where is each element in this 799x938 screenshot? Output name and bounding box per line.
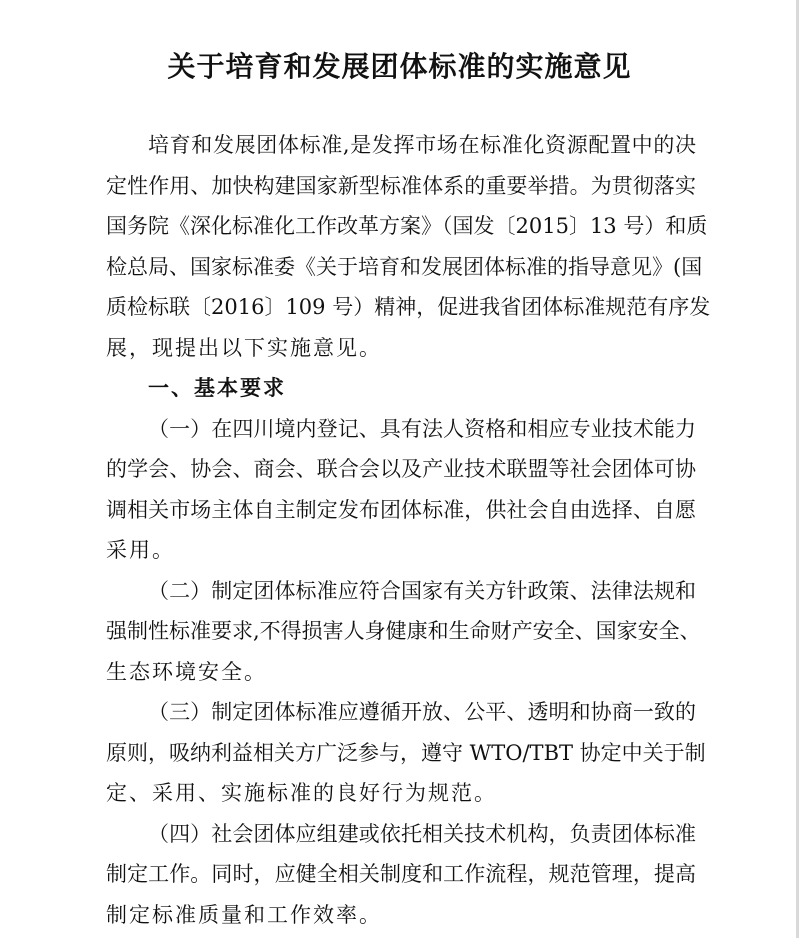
document-title: 关于培育和发展团体标准的实施意见	[167, 50, 632, 83]
paragraph-line: 制定标准质量和工作效率。	[106, 903, 382, 927]
paragraph-line: 培育和发展团体标准,是发挥市场在标准化资源配置中的决	[148, 133, 696, 157]
paragraph-line: （三）制定团体标准应遵循开放、公平、透明和协商一致的	[148, 700, 696, 724]
paragraph-line: （四）社会团体应组建或依托相关技术机构，负责团体标准	[148, 822, 696, 846]
paragraph-line: （二）制定团体标准应符合国家有关方针政策、法律法规和	[148, 579, 696, 603]
paragraph-line: 的学会、协会、商会、联合会以及产业技术联盟等社会团体可协	[106, 457, 696, 481]
paragraph-line: 原则，吸纳利益相关方广泛参与，遵守 WTO/TBT 协定中关于制	[106, 741, 706, 765]
paragraph-line: 调相关市场主体自主制定发布团体标准，供社会自由选择、自愿	[106, 498, 696, 522]
paragraph-line: 采用。	[106, 538, 175, 562]
paragraph-line: 检总局、国家标准委《关于培育和发展团体标准的指导意见》(国	[106, 255, 703, 279]
paragraph-line: 生态环境安全。	[106, 660, 267, 684]
paragraph-line: 制定工作。同时，应健全相关制度和工作流程，规范管理，提高	[106, 862, 696, 886]
paragraph-line: 强制性标准要求,不得损害人身健康和生命财产安全、国家安全、	[106, 619, 701, 643]
paragraph-line: 国务院《深化标准化工作改革方案》（国发〔2015〕13 号）和质	[106, 214, 708, 238]
paragraph-line: 质检标联〔2016〕109 号）精神，促进我省团体标准规范有序发	[106, 295, 711, 319]
paragraph-line: 展，现提出以下实施意见。	[106, 336, 382, 360]
paragraph-line: 定性作用、加快构建国家新型标准体系的重要举措。为贯彻落实	[106, 174, 696, 198]
paragraph-line: 定、采用、实施标准的良好行为规范。	[106, 781, 497, 805]
section-heading: 一、基本要求	[148, 375, 286, 400]
paragraph-line: （一）在四川境内登记、具有法人资格和相应专业技术能力	[148, 417, 696, 441]
